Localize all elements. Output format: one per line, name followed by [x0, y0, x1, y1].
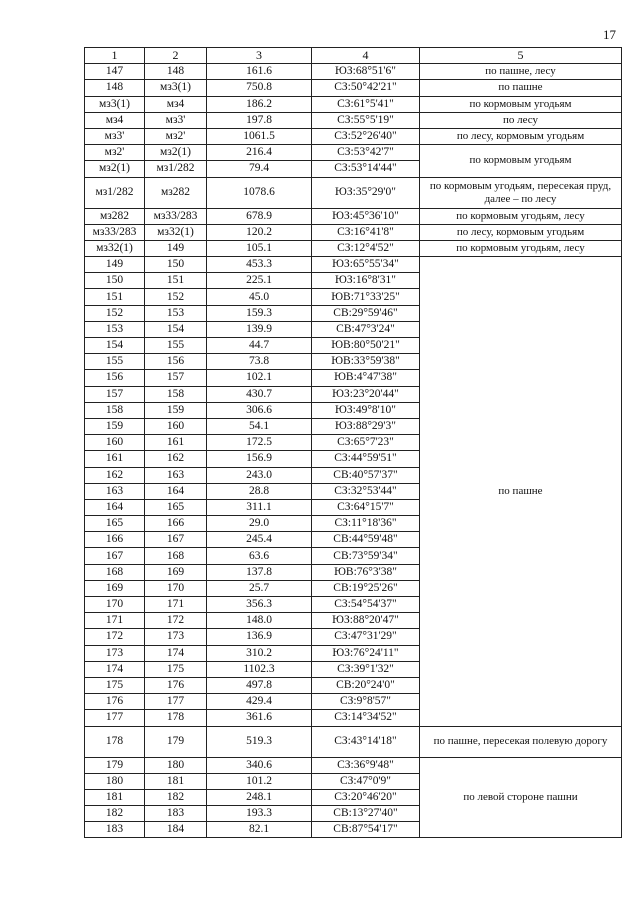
distance-cell: 750.8 [207, 80, 312, 96]
point-to-cell: 181 [145, 773, 207, 789]
point-to-cell: 177 [145, 694, 207, 710]
bearing-cell: СЗ:53°42'7" [312, 145, 420, 161]
point-to-cell: 179 [145, 726, 207, 757]
point-to-cell: 178 [145, 710, 207, 726]
bearing-cell: СЗ:64°15'7" [312, 499, 420, 515]
header-cell: 2 [145, 48, 207, 64]
point-from-cell: 179 [85, 757, 145, 773]
bearing-cell: СЗ:14°34'52" [312, 710, 420, 726]
table-row [85, 145, 622, 161]
point-from-cell: 149 [85, 257, 145, 273]
distance-cell: 186.2 [207, 96, 312, 112]
distance-cell: 245.4 [207, 532, 312, 548]
bearing-cell: ЮВ:4°47'38" [312, 370, 420, 386]
bearing-cell: СЗ:65°7'23" [312, 435, 420, 451]
point-to-cell: 158 [145, 386, 207, 402]
point-from-cell: 155 [85, 354, 145, 370]
distance-cell: 197.8 [207, 112, 312, 128]
bearing-cell: СЗ:20°46'20" [312, 789, 420, 805]
distance-cell: 678.9 [207, 208, 312, 224]
distance-cell: 340.6 [207, 757, 312, 773]
distance-cell: 1102.3 [207, 661, 312, 677]
point-to-cell: 168 [145, 548, 207, 564]
distance-cell: 148.0 [207, 613, 312, 629]
distance-cell: 29.0 [207, 516, 312, 532]
point-to-cell: 182 [145, 789, 207, 805]
point-to-cell: мз32(1) [145, 224, 207, 240]
bearing-cell: СВ:87°54'17" [312, 822, 420, 838]
point-from-cell: 163 [85, 483, 145, 499]
distance-cell: 430.7 [207, 386, 312, 402]
point-from-cell: 164 [85, 499, 145, 515]
point-to-cell: 175 [145, 661, 207, 677]
distance-cell: 102.1 [207, 370, 312, 386]
table-row [85, 240, 622, 256]
distance-cell: 225.1 [207, 273, 312, 289]
point-from-cell: 180 [85, 773, 145, 789]
point-from-cell: 160 [85, 435, 145, 451]
point-from-cell: 177 [85, 710, 145, 726]
distance-cell: 120.2 [207, 224, 312, 240]
point-to-cell: мз2' [145, 128, 207, 144]
bearing-cell: СЗ:9°8'57" [312, 694, 420, 710]
point-to-cell: 169 [145, 564, 207, 580]
point-from-cell: мз3' [85, 128, 145, 144]
bearing-cell: ЮЗ:65°55'34" [312, 257, 420, 273]
table-row [85, 96, 622, 112]
bearing-cell: ЮЗ:76°24'11" [312, 645, 420, 661]
bearing-cell: СВ:29°59'46" [312, 305, 420, 321]
bearing-cell: СЗ:47°0'9" [312, 773, 420, 789]
table-row [85, 208, 622, 224]
point-from-cell: 159 [85, 418, 145, 434]
bearing-cell: СЗ:50°42'21" [312, 80, 420, 96]
bearing-cell: СЗ:61°5'41" [312, 96, 420, 112]
distance-cell: 453.3 [207, 257, 312, 273]
bearing-cell: СВ:47°3'24" [312, 321, 420, 337]
point-from-cell: 156 [85, 370, 145, 386]
point-from-cell: 176 [85, 694, 145, 710]
bearing-cell: ЮЗ:88°20'47" [312, 613, 420, 629]
point-from-cell: 154 [85, 338, 145, 354]
point-from-cell: 167 [85, 548, 145, 564]
point-to-cell: мз1/282 [145, 161, 207, 177]
distance-cell: 356.3 [207, 597, 312, 613]
distance-cell: 101.2 [207, 773, 312, 789]
point-to-cell: 166 [145, 516, 207, 532]
bearing-cell: СЗ:32°53'44" [312, 483, 420, 499]
point-to-cell: 174 [145, 645, 207, 661]
description-cell: по кормовым угодьям [420, 96, 622, 112]
bearing-cell: ЮЗ:49°8'10" [312, 402, 420, 418]
bearing-cell: СЗ:16°41'8" [312, 224, 420, 240]
point-from-cell: 183 [85, 822, 145, 838]
bearing-cell: ЮЗ:23°20'44" [312, 386, 420, 402]
description-cell: по кормовым угодьям [420, 145, 622, 177]
bearing-cell: ЮЗ:68°51'6" [312, 64, 420, 80]
distance-cell: 243.0 [207, 467, 312, 483]
table-row [85, 112, 622, 128]
table-row [85, 177, 622, 208]
point-from-cell: 182 [85, 806, 145, 822]
distance-cell: 193.3 [207, 806, 312, 822]
point-to-cell: 171 [145, 597, 207, 613]
point-from-cell: 157 [85, 386, 145, 402]
bearing-cell: СЗ:11°18'36" [312, 516, 420, 532]
bearing-cell: СЗ:53°14'44" [312, 161, 420, 177]
distance-cell: 159.3 [207, 305, 312, 321]
description-cell: по пашне, пересекая полевую дорогу [420, 726, 622, 757]
point-from-cell: 162 [85, 467, 145, 483]
point-to-cell: 164 [145, 483, 207, 499]
distance-cell: 105.1 [207, 240, 312, 256]
table-row [85, 257, 622, 273]
header-cell: 5 [420, 48, 622, 64]
point-to-cell: 155 [145, 338, 207, 354]
distance-cell: 161.6 [207, 64, 312, 80]
point-from-cell: мз2' [85, 145, 145, 161]
point-to-cell: 157 [145, 370, 207, 386]
distance-cell: 497.8 [207, 677, 312, 693]
bearing-cell: ЮЗ:35°29'0" [312, 177, 420, 208]
bearing-cell: ЮЗ:16°8'31" [312, 273, 420, 289]
table-row [85, 64, 622, 80]
distance-cell: 156.9 [207, 451, 312, 467]
point-from-cell: 147 [85, 64, 145, 80]
distance-cell: 137.8 [207, 564, 312, 580]
bearing-cell: ЮВ:33°59'38" [312, 354, 420, 370]
point-to-cell: 183 [145, 806, 207, 822]
distance-cell: 63.6 [207, 548, 312, 564]
point-from-cell: 170 [85, 597, 145, 613]
point-from-cell: 150 [85, 273, 145, 289]
table-row [85, 726, 622, 757]
point-to-cell: 159 [145, 402, 207, 418]
bearing-cell: СВ:13°27'40" [312, 806, 420, 822]
point-from-cell: 152 [85, 305, 145, 321]
distance-cell: 139.9 [207, 321, 312, 337]
point-from-cell: 148 [85, 80, 145, 96]
point-from-cell: 151 [85, 289, 145, 305]
point-from-cell: 153 [85, 321, 145, 337]
page-number: 17 [603, 27, 616, 42]
distance-cell: 82.1 [207, 822, 312, 838]
bearing-cell: СЗ:43°14'18" [312, 726, 420, 757]
point-from-cell: мз282 [85, 208, 145, 224]
bearing-cell: СЗ:39°1'32" [312, 661, 420, 677]
table-body [85, 64, 622, 838]
distance-cell: 44.7 [207, 338, 312, 354]
point-from-cell: 161 [85, 451, 145, 467]
point-from-cell: 175 [85, 677, 145, 693]
table-row [85, 757, 622, 773]
point-to-cell: 150 [145, 257, 207, 273]
header-cell: 1 [85, 48, 145, 64]
description-cell: по кормовым угодьям, лесу [420, 208, 622, 224]
point-to-cell: 173 [145, 629, 207, 645]
point-to-cell: 152 [145, 289, 207, 305]
description-cell: по пашне, лесу [420, 64, 622, 80]
bearing-cell: СЗ:47°31'29" [312, 629, 420, 645]
bearing-cell: СЗ:36°9'48" [312, 757, 420, 773]
point-to-cell: 153 [145, 305, 207, 321]
point-from-cell: 173 [85, 645, 145, 661]
bearing-cell: СВ:44°59'48" [312, 532, 420, 548]
bearing-cell: ЮВ:71°33'25" [312, 289, 420, 305]
point-to-cell: мз3' [145, 112, 207, 128]
point-to-cell: мз4 [145, 96, 207, 112]
point-from-cell: мз3(1) [85, 96, 145, 112]
header-cell: 4 [312, 48, 420, 64]
description-cell: по пашне [420, 80, 622, 96]
distance-cell: 310.2 [207, 645, 312, 661]
bearing-cell: СЗ:52°26'40" [312, 128, 420, 144]
bearing-cell: СЗ:55°5'19" [312, 112, 420, 128]
point-from-cell: мз32(1) [85, 240, 145, 256]
distance-cell: 136.9 [207, 629, 312, 645]
point-to-cell: 162 [145, 451, 207, 467]
point-to-cell: 156 [145, 354, 207, 370]
distance-cell: 25.7 [207, 580, 312, 596]
point-from-cell: 171 [85, 613, 145, 629]
bearing-cell: СЗ:54°54'37" [312, 597, 420, 613]
bearing-cell: СВ:20°24'0" [312, 677, 420, 693]
point-from-cell: 166 [85, 532, 145, 548]
bearing-cell: СВ:40°57'37" [312, 467, 420, 483]
point-from-cell: 169 [85, 580, 145, 596]
bearing-cell: ЮВ:76°3'38" [312, 564, 420, 580]
bearing-cell: СЗ:44°59'51" [312, 451, 420, 467]
point-to-cell: мз3(1) [145, 80, 207, 96]
bearing-cell: СВ:73°59'34" [312, 548, 420, 564]
point-from-cell: 165 [85, 516, 145, 532]
distance-cell: 172.5 [207, 435, 312, 451]
point-from-cell: 174 [85, 661, 145, 677]
point-to-cell: мз33/283 [145, 208, 207, 224]
bearing-cell: ЮЗ:45°36'10" [312, 208, 420, 224]
distance-cell: 306.6 [207, 402, 312, 418]
point-to-cell: 172 [145, 613, 207, 629]
header-cell: 3 [207, 48, 312, 64]
description-cell: по лесу [420, 112, 622, 128]
point-from-cell: 168 [85, 564, 145, 580]
point-to-cell: мз282 [145, 177, 207, 208]
point-to-cell: 149 [145, 240, 207, 256]
distance-cell: 519.3 [207, 726, 312, 757]
distance-cell: 79.4 [207, 161, 312, 177]
bearing-cell: СВ:19°25'26" [312, 580, 420, 596]
distance-cell: 216.4 [207, 145, 312, 161]
description-cell: по лесу, кормовым угодьям [420, 224, 622, 240]
point-from-cell: мз1/282 [85, 177, 145, 208]
point-to-cell: 163 [145, 467, 207, 483]
point-from-cell: 158 [85, 402, 145, 418]
bearing-cell: ЮВ:80°50'21" [312, 338, 420, 354]
point-to-cell: 170 [145, 580, 207, 596]
table-row [85, 80, 622, 96]
point-from-cell: 178 [85, 726, 145, 757]
point-from-cell: мз33/283 [85, 224, 145, 240]
point-from-cell: мз4 [85, 112, 145, 128]
point-to-cell: 176 [145, 677, 207, 693]
point-to-cell: 160 [145, 418, 207, 434]
point-from-cell: 181 [85, 789, 145, 805]
point-to-cell: 148 [145, 64, 207, 80]
point-to-cell: 151 [145, 273, 207, 289]
description-cell: по кормовым угодьям, пересекая пруд, далее – по лесу [420, 177, 622, 208]
point-to-cell: мз2(1) [145, 145, 207, 161]
table-row [85, 224, 622, 240]
description-cell: по пашне [420, 257, 622, 726]
boundary-table [84, 47, 622, 838]
distance-cell: 1061.5 [207, 128, 312, 144]
point-to-cell: 167 [145, 532, 207, 548]
description-cell: по лесу, кормовым угодьям [420, 128, 622, 144]
point-to-cell: 161 [145, 435, 207, 451]
bearing-cell: ЮЗ:88°29'3" [312, 418, 420, 434]
description-cell: по левой стороне пашни [420, 757, 622, 838]
distance-cell: 73.8 [207, 354, 312, 370]
table-row [85, 128, 622, 144]
distance-cell: 248.1 [207, 789, 312, 805]
point-to-cell: 184 [145, 822, 207, 838]
distance-cell: 45.0 [207, 289, 312, 305]
bearing-cell: СЗ:12°4'52" [312, 240, 420, 256]
distance-cell: 1078.6 [207, 177, 312, 208]
point-to-cell: 180 [145, 757, 207, 773]
point-to-cell: 154 [145, 321, 207, 337]
description-cell: по кормовым угодьям, лесу [420, 240, 622, 256]
point-from-cell: 172 [85, 629, 145, 645]
table-header-row [85, 48, 622, 64]
distance-cell: 28.8 [207, 483, 312, 499]
point-to-cell: 165 [145, 499, 207, 515]
distance-cell: 54.1 [207, 418, 312, 434]
distance-cell: 361.6 [207, 710, 312, 726]
point-from-cell: мз2(1) [85, 161, 145, 177]
distance-cell: 429.4 [207, 694, 312, 710]
distance-cell: 311.1 [207, 499, 312, 515]
